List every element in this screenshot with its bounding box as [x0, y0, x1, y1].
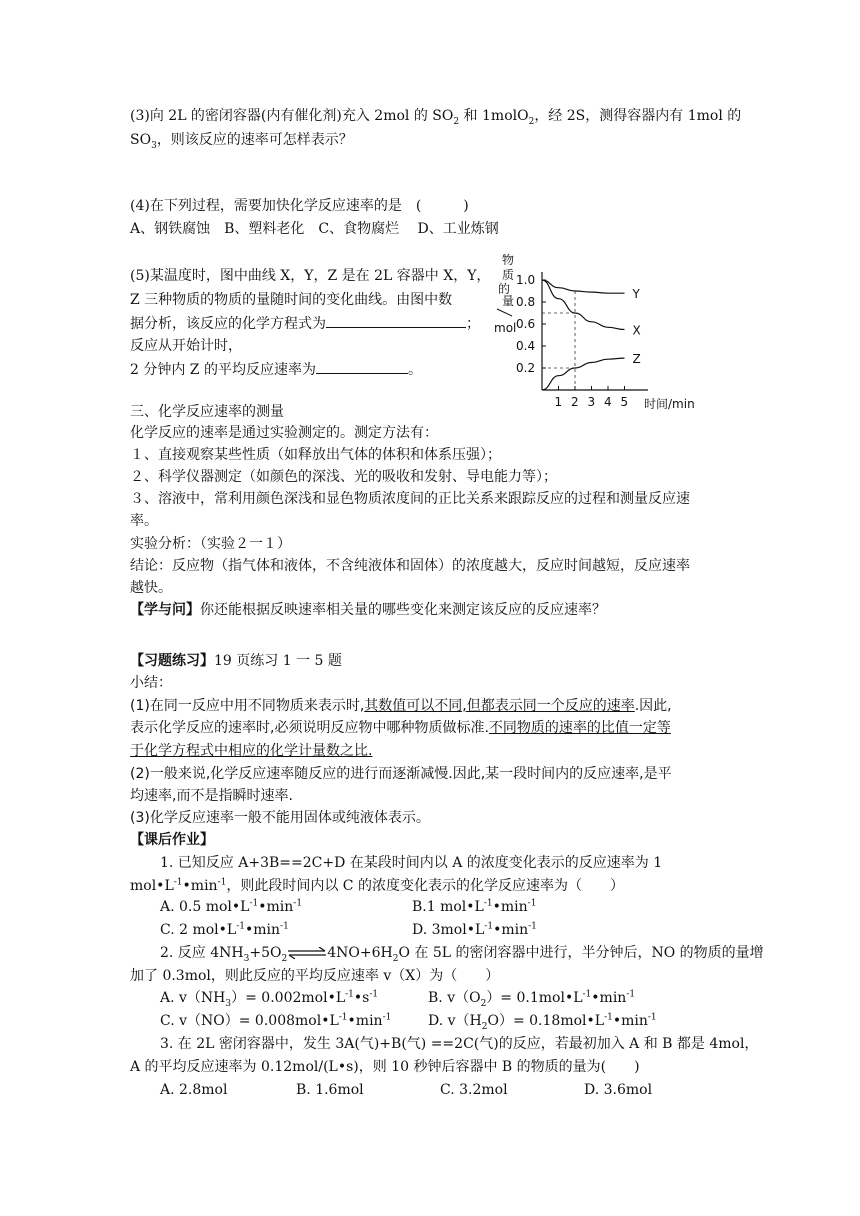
answer-blank: [326, 313, 466, 328]
q5-line3: 据分析，该反应的化学方程式为 ；: [130, 313, 480, 334]
x-tick-label: 2: [571, 395, 579, 409]
hw2-line2: 加了 0.3mol，则此反应的平均反应速率 v（X）为（ ）: [130, 968, 500, 984]
y-axis-label: [494, 252, 516, 335]
paragraph-line: 【学与问】你还能根据反映速率相关量的哪些变化来测定该反应的反应速率？: [130, 602, 606, 618]
series-line-z: [542, 358, 625, 390]
hw1-option-a: A. 0.5 $mol•L^{-1}•\min^{-1}$: [160, 898, 303, 915]
hw2-option-c: C. $v(NO)= 0.008mol•L^{-1}•\min^{-1}$: [160, 1012, 392, 1029]
y-tick-label: 1.0: [516, 273, 536, 287]
y-tick-label: 0.2: [516, 361, 536, 375]
chart-series: [542, 280, 641, 390]
hw2-line1: 2. 反应 $4NH_3+5O_2$ $4NO+6H_2O$ 在 5L 的密闭容器中进行，半分钟后，NO 的物质的量增: [160, 945, 764, 964]
series-label-z: Z: [632, 352, 641, 367]
x-tick-label: 4: [604, 395, 612, 409]
section-title: 三、化学反应速率的测量: [130, 404, 284, 420]
x-tick-label: 5: [620, 395, 629, 409]
hw1-line2: $mol•L^{-1}•\min^{-1}$，则此段时间内以 C 的浓度变化表示的化学反应速率为（ ）: [130, 877, 624, 894]
series-line-y: [542, 280, 625, 293]
summary-line: 表示化学反应的速率时,必须说明反应物中哪种物质做标准.不同物质的速率的比值一定等: [130, 720, 671, 736]
series-line-x: [542, 280, 625, 330]
series-label-x: X: [632, 323, 641, 338]
q5-line5: 2 分钟内 Z 的平均反应速率为 。: [130, 359, 422, 380]
q4-line2: A、钢铁腐蚀 B、塑料老化 C、食物腐烂 D、工业炼钢: [130, 221, 499, 237]
hw3-option-c: C. 3.2mol: [440, 1082, 508, 1098]
y-tick-label: 0.6: [516, 317, 536, 331]
hw3-option-d: D. 3.6mol: [584, 1082, 653, 1098]
hw3-option-b: B. 1.6mol: [296, 1082, 364, 1098]
summary-line: 于化学方程式中相应的化学计量数之比.: [130, 743, 373, 759]
summary-label: 小结：: [130, 675, 172, 691]
paragraph-line: 化学反应的速率是通过实验测定的。测定方法有：: [130, 425, 438, 441]
paragraph-line: 实验分析：（实验２一１）: [130, 536, 291, 552]
x-tick-label: 3: [587, 395, 596, 409]
summary-line: (1)在同一反应中用不同物质来表示时,其数值可以不同,但都表示同一个反应的速率.因此,: [130, 698, 672, 714]
equilibrium-arrow-icon: [287, 947, 327, 959]
x-tick-label: 1: [554, 395, 563, 409]
y-label-4: 量: [502, 294, 515, 308]
paragraph-line: ３、溶液中，常利用颜色深浅和显色物质浓度间的正比关系来跟踪反应的过程和测量反应速: [130, 491, 690, 507]
q3-line1: (3)向 2L 的密闭容器(内有催化剂)充入 2mol 的 $SO_2$ 和 1molO$_2$，经 2S，测得容器内有 1mol 的: [130, 108, 742, 127]
summary-line: (2)一般来说,化学反应速率随反应的进行而逐渐减慢.因此,某一段时间内的反应速率,是平: [130, 766, 672, 782]
q3-line2: $SO_3$，则该反应的速率可怎样表示？: [130, 132, 353, 151]
y-tick-label: 0.8: [516, 295, 536, 309]
y-label-3: 的: [498, 282, 511, 296]
summary-line: 均速率,而不是指瞬时速率.: [130, 788, 293, 804]
paragraph-line: 结论：反应物（指气体和液体，不含纯液体和固体）的浓度越大，反应时间越短，反应速率: [130, 558, 690, 574]
hw3-line2: A 的平均反应速率为 0.12mol/(L•s)，则 10 秒钟后容器中 B 的物质的量为( ): [130, 1059, 640, 1075]
q4-line1: (4)在下列过程，需要加快化学反应速率的是 ( ): [130, 198, 469, 214]
hw2-option-a: A. $v(NH_3)=$ $0.002mol•L^{-1}•s^{-1}$: [160, 989, 379, 1009]
hw1-option-b: B.1 $mol•L^{-1}•\min^{-1}$: [412, 898, 537, 915]
q5-line4: 反应从开始计时，: [130, 338, 242, 354]
hw2-option-d: D. $v(H_2O)=$ $0.18mol•L^{-1}•\min^{-1}$: [428, 1012, 657, 1032]
x-axis-label: 时间/min: [644, 397, 695, 411]
paragraph-line: １、直接观察某些性质（如释放出气体的体积和体系压强）；: [130, 447, 501, 463]
practice-heading: 【习题练习】19 页练习 1 一 5 题: [130, 653, 342, 669]
hw2-option-b: B. $v(O_2)=$ $0.1mol•L^{-1}•\min^{-1}$: [428, 989, 636, 1009]
answer-blank: [316, 359, 408, 374]
amount-time-chart: [490, 250, 720, 415]
hw3-line1: 3. 在 2L 密闭容器中，发生 3A(气)+B(气) ==2C(气)的反应，若最初加入 A 和 B 都是 4mol，: [160, 1036, 759, 1052]
hw1-option-c: C. 2 $mol•L^{-1}•\min^{-1}$: [160, 921, 289, 938]
hw3-option-a: A. 2.8mol: [160, 1082, 228, 1098]
paragraph-line: 率。: [130, 513, 158, 529]
homework-heading: 【课后作业】: [130, 832, 214, 848]
y-label-unit: mol: [494, 321, 517, 335]
summary-line: (3)化学反应速率一般不能用固体或纯液体表示。: [130, 810, 430, 826]
paragraph-line: ２、科学仪器测定（如颜色的深浅、光的吸收和发射、导电能力等）；: [130, 469, 557, 485]
series-label-y: Y: [632, 287, 640, 302]
q5-line1: (5)某温度时，图中曲线 X，Y，Z 是在 2L 容器中 X，Y，: [130, 268, 491, 284]
hw1-line1: 1. 已知反应 A+3B==2C+D 在某段时间内以 A 的浓度变化表示的反应速率为 1: [160, 855, 663, 871]
y-label-2: 质: [502, 268, 515, 282]
y-label-slash: [497, 309, 512, 316]
q5-line2: Z 三种物质的物质的量随时间的变化曲线。由图中数: [130, 292, 453, 308]
y-tick-label: 0.4: [516, 339, 536, 353]
paragraph-line: 越快。: [130, 580, 172, 596]
hw1-option-d: D. $3mol•L^{-1}•\min^{-1}$: [412, 921, 537, 938]
y-label-1: 物: [502, 253, 515, 267]
